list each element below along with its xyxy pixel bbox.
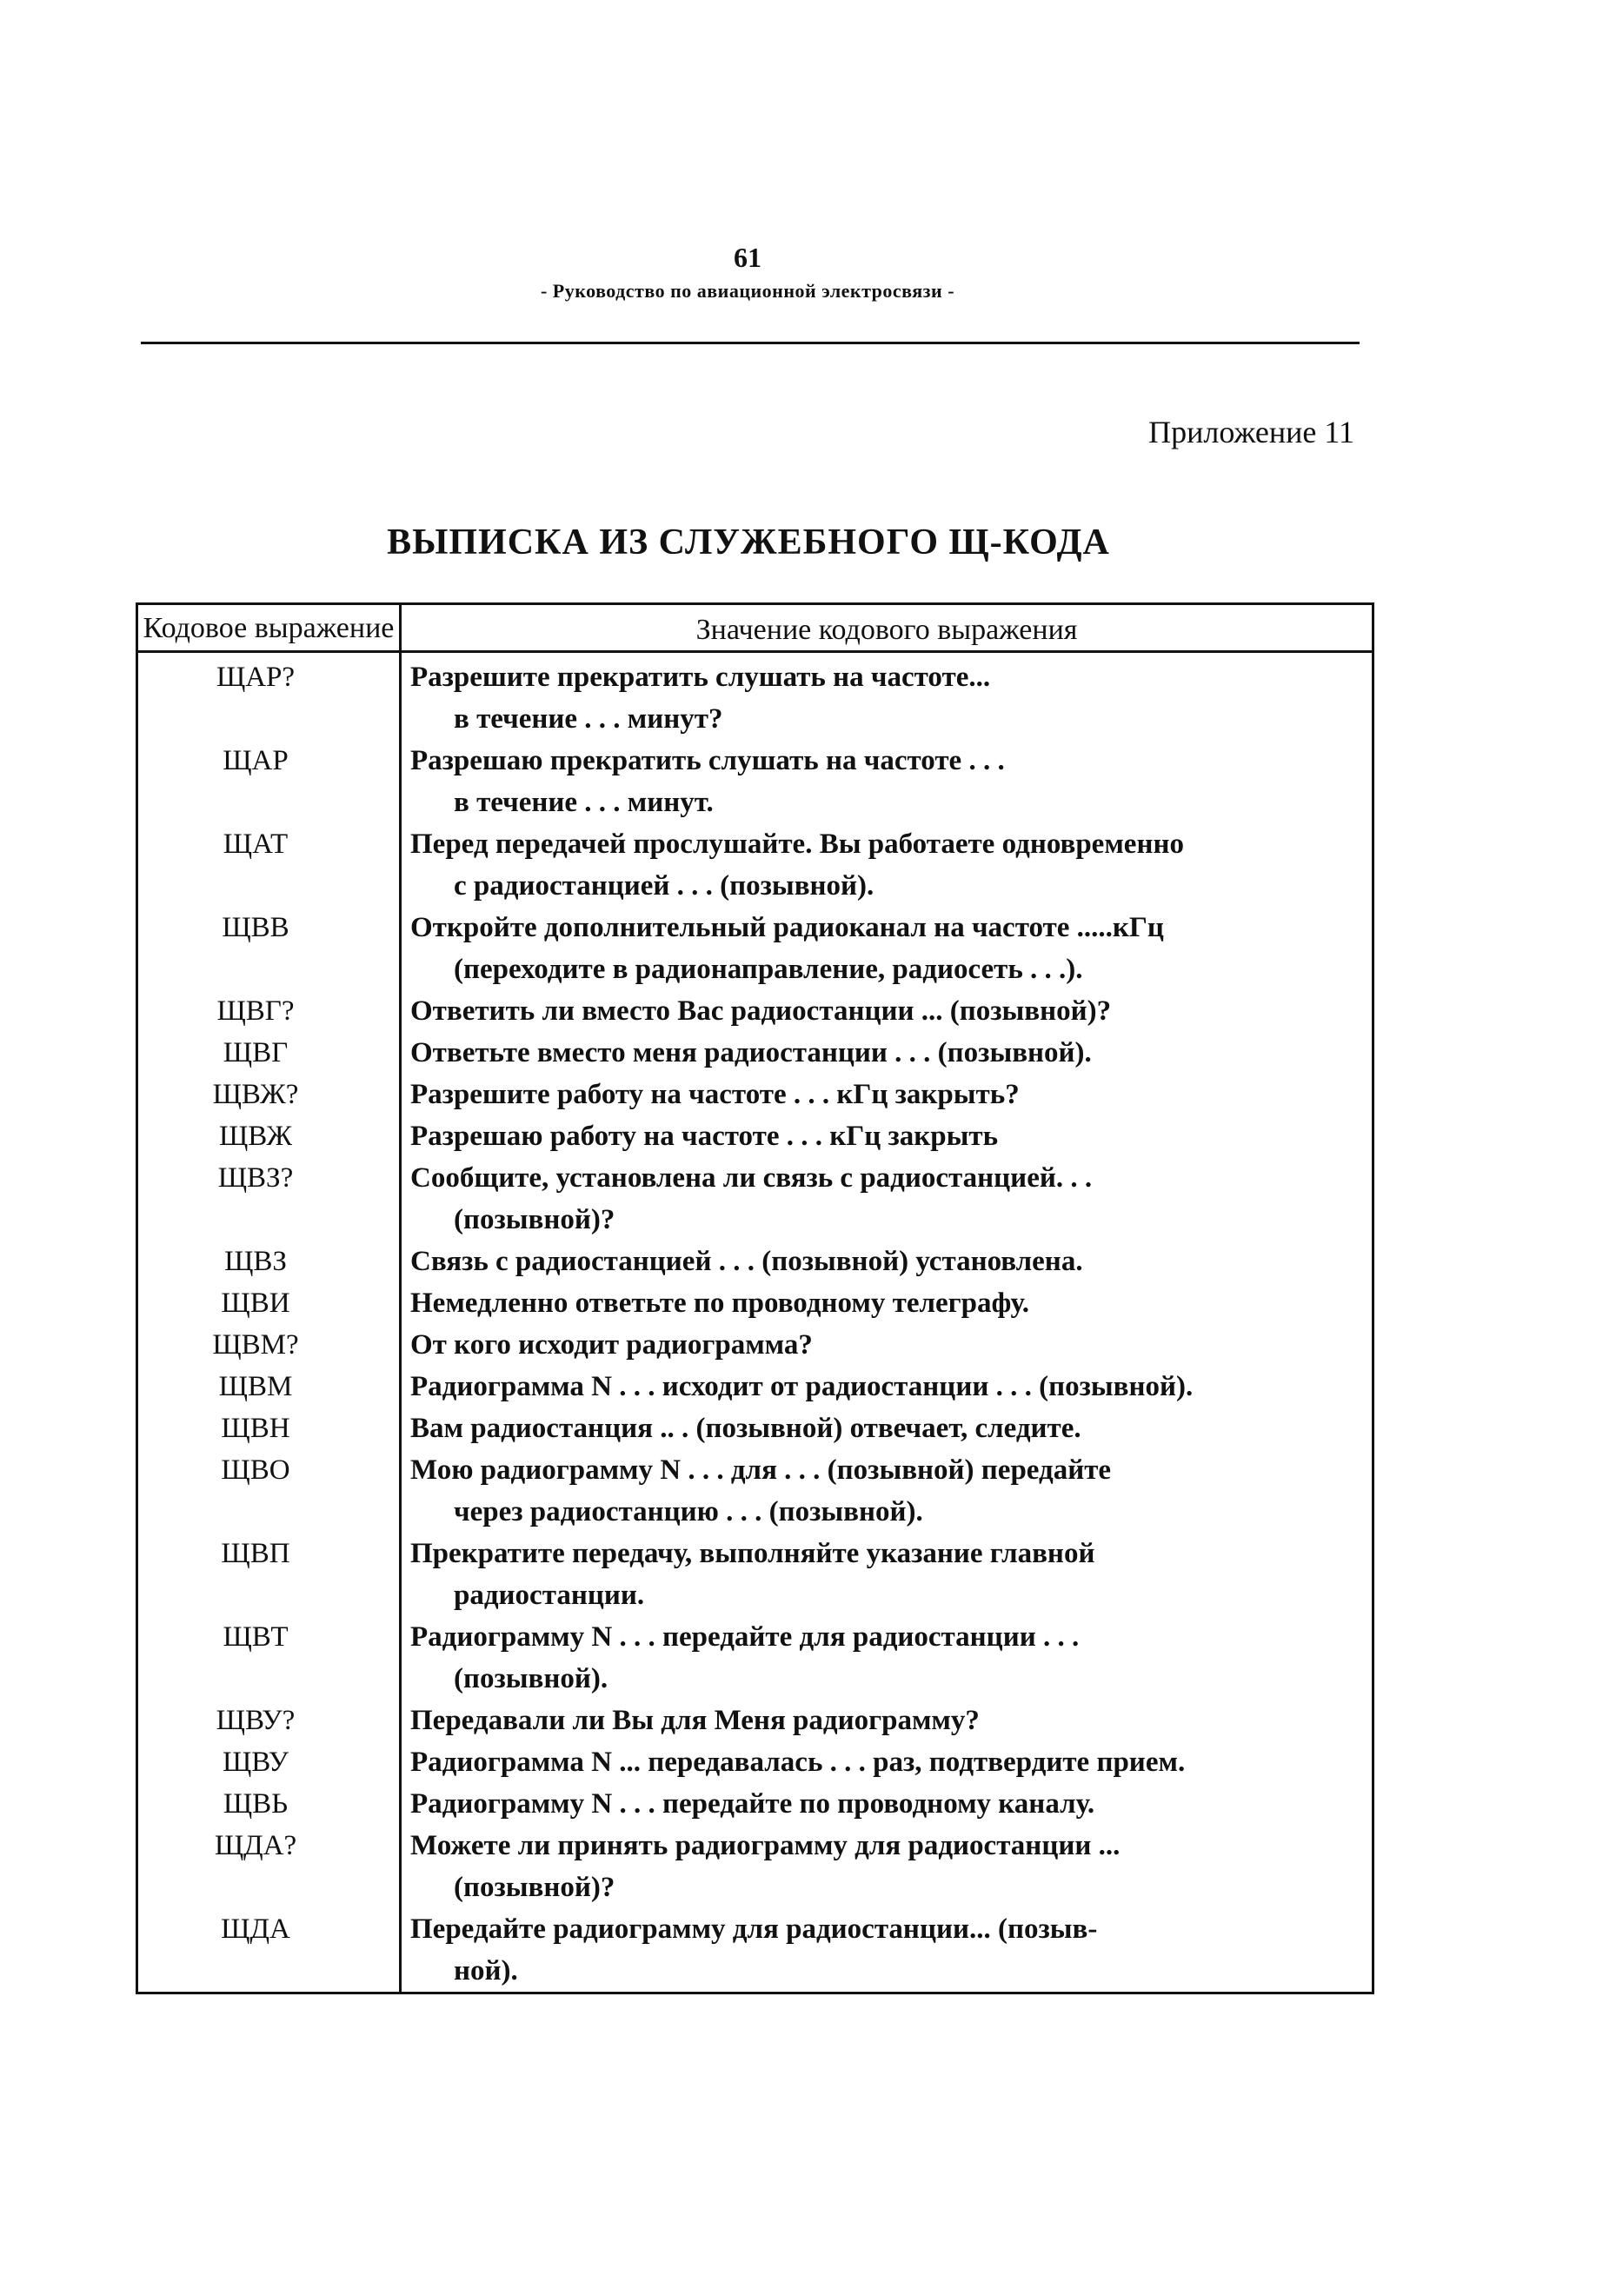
- column-header-code: Кодовое выражение: [137, 604, 401, 652]
- meaning-cell: [401, 1616, 1373, 1700]
- meaning-line-2: (позывной).: [454, 1663, 608, 1694]
- meaning-line-1: Связь с радиостанцией . . . (позывной) установлена.: [410, 1246, 1083, 1277]
- table-row: [137, 907, 1373, 990]
- meaning-line-1: Вам радиостанция .. . (позывной) отвечает, следите.: [410, 1413, 1081, 1444]
- table-row: [137, 990, 1373, 1032]
- table-row: [137, 1449, 1373, 1533]
- code-table: [136, 602, 1374, 1994]
- code-cell: ЩВМ: [137, 1366, 401, 1408]
- meaning-cell: [401, 1783, 1373, 1825]
- meaning-cell: [401, 1366, 1373, 1408]
- code-cell: ЩВЗ: [137, 1241, 401, 1282]
- meaning-line-1: Радиограмму N . . . передайте по проводному каналу.: [410, 1788, 1095, 1820]
- code-cell: ЩВГ: [137, 1032, 401, 1074]
- meaning-line-2: радиостанции.: [454, 1580, 645, 1611]
- meaning-line-1: Радиограмму N . . . передайте для радиостанции . . .: [410, 1621, 1080, 1653]
- code-cell: ЩАР?: [137, 652, 401, 741]
- meaning-line-2: (позывной)?: [454, 1872, 615, 1903]
- table-row: [137, 1741, 1373, 1783]
- table-row: [137, 1366, 1373, 1408]
- code-cell: ЩВП: [137, 1533, 401, 1616]
- code-cell: ЩВО: [137, 1449, 401, 1533]
- meaning-cell: [401, 1241, 1373, 1282]
- meaning-cell: [401, 1741, 1373, 1783]
- code-cell: ЩВЗ?: [137, 1157, 401, 1241]
- meaning-line-1: Сообщите, установлена ли связь с радиостанцией. . .: [410, 1162, 1093, 1194]
- meaning-line-2: (переходите в радионаправление, радиосеть . . .).: [454, 954, 1083, 985]
- meaning-line-1: Радиограмма N ... передавалась . . . раз, подтвердите прием.: [410, 1747, 1186, 1778]
- meaning-line-1: Ответьте вместо меня радиостанции . . . (позывной).: [410, 1037, 1092, 1068]
- meaning-cell: [401, 1908, 1373, 1993]
- code-cell: ЩДА?: [137, 1825, 401, 1908]
- table-row: [137, 1700, 1373, 1741]
- table-row: [137, 1533, 1373, 1616]
- table-row: [137, 1783, 1373, 1825]
- code-cell: ЩВЖ?: [137, 1074, 401, 1115]
- meaning-line-1: Перед передачей прослушайте. Вы работаете одновременно: [410, 829, 1184, 860]
- code-cell: ЩВИ: [137, 1282, 401, 1324]
- meaning-line-1: Можете ли принять радиограмму для радиостанции ...: [410, 1830, 1121, 1861]
- code-cell: ЩВТ: [137, 1616, 401, 1700]
- meaning-cell: [401, 1157, 1373, 1241]
- meaning-cell: [401, 1032, 1373, 1074]
- table-row: [137, 1825, 1373, 1908]
- table-row: [137, 1157, 1373, 1241]
- table-row: [137, 1282, 1373, 1324]
- meaning-cell: [401, 907, 1373, 990]
- document-title: ВЫПИСКА ИЗ СЛУЖЕБНОГО Щ-КОДА: [387, 522, 1110, 562]
- code-cell: ЩВУ?: [137, 1700, 401, 1741]
- table-row: [137, 1241, 1373, 1282]
- meaning-line-1: Радиограмма N . . . исходит от радиостанции . . . (позывной).: [410, 1371, 1194, 1402]
- meaning-line-1: Передайте радиограмму для радиостанции... (позыв-: [410, 1913, 1098, 1945]
- meaning-line-2: в течение . . . минут.: [454, 787, 714, 818]
- meaning-line-2: с радиостанцией . . . (позывной).: [454, 870, 875, 902]
- code-cell: ЩВУ: [137, 1741, 401, 1783]
- code-cell: ЩВН: [137, 1408, 401, 1449]
- code-cell: ЩВГ?: [137, 990, 401, 1032]
- meaning-cell: [401, 740, 1373, 823]
- meaning-cell: [401, 1449, 1373, 1533]
- meaning-cell: [401, 823, 1373, 907]
- table-row: [137, 1408, 1373, 1449]
- meaning-cell: [401, 990, 1373, 1032]
- table-row: [137, 1032, 1373, 1074]
- meaning-cell: [401, 1074, 1373, 1115]
- table-row: [137, 1115, 1373, 1157]
- header-divider: [141, 342, 1360, 344]
- table-row: [137, 740, 1373, 823]
- page-number: 61: [734, 242, 761, 273]
- code-cell: ЩВЖ: [137, 1115, 401, 1157]
- meaning-line-1: От кого исходит радиограмма?: [410, 1329, 813, 1361]
- meaning-line-2: ной).: [454, 1955, 518, 1987]
- meaning-line-1: Разрешаю прекратить слушать на частоте . . .: [410, 745, 1005, 776]
- code-cell: ЩВМ?: [137, 1324, 401, 1366]
- meaning-line-2: через радиостанцию . . . (позывной).: [454, 1496, 923, 1527]
- meaning-line-1: Немедленно ответьте по проводному телеграфу.: [410, 1288, 1029, 1319]
- meaning-line-1: Откройте дополнительный радиоканал на частоте .....кГц: [410, 912, 1164, 943]
- meaning-cell: [401, 1324, 1373, 1366]
- table-row: [137, 1616, 1373, 1700]
- meaning-line-2: в течение . . . минут?: [454, 703, 723, 735]
- table-body: [137, 652, 1373, 1993]
- column-header-meaning: Значение кодового выражения: [401, 604, 1373, 652]
- meaning-line-1: Мою радиограмму N . . . для . . . (позывной) передайте: [410, 1454, 1112, 1486]
- code-cell: ЩАТ: [137, 823, 401, 907]
- code-cell: ЩДА: [137, 1908, 401, 1993]
- meaning-cell: [401, 1533, 1373, 1616]
- meaning-line-1: Прекратите передачу, выполняйте указание главной: [410, 1538, 1095, 1569]
- meaning-line-1: Разрешите работу на частоте . . . кГц закрыть?: [410, 1079, 1020, 1110]
- table-row: [137, 823, 1373, 907]
- meaning-cell: [401, 1408, 1373, 1449]
- meaning-line-2: (позывной)?: [454, 1204, 615, 1235]
- table-row: [137, 1074, 1373, 1115]
- appendix-label: Приложение 11: [1148, 415, 1354, 449]
- meaning-cell: [401, 1115, 1373, 1157]
- meaning-line-1: Передавали ли Вы для Меня радиограмму?: [410, 1705, 980, 1736]
- code-cell: ЩАР: [137, 740, 401, 823]
- table-row: [137, 652, 1373, 741]
- meaning-cell: [401, 1700, 1373, 1741]
- meaning-cell: [401, 1825, 1373, 1908]
- code-cell: ЩВЬ: [137, 1783, 401, 1825]
- code-cell: ЩВВ: [137, 907, 401, 990]
- table-row: [137, 1324, 1373, 1366]
- table-row: [137, 1908, 1373, 1993]
- meaning-line-1: Разрешаю работу на частоте . . . кГц закрыть: [410, 1121, 999, 1152]
- table-header-row: [137, 604, 1373, 652]
- meaning-line-1: Разрешите прекратить слушать на частоте...: [410, 662, 991, 693]
- meaning-cell: [401, 1282, 1373, 1324]
- meaning-cell: [401, 652, 1373, 741]
- meaning-line-1: Ответить ли вместо Вас радиостанции ... (позывной)?: [410, 995, 1112, 1027]
- running-header: - Руководство по авиационной электросвязи -: [540, 280, 955, 302]
